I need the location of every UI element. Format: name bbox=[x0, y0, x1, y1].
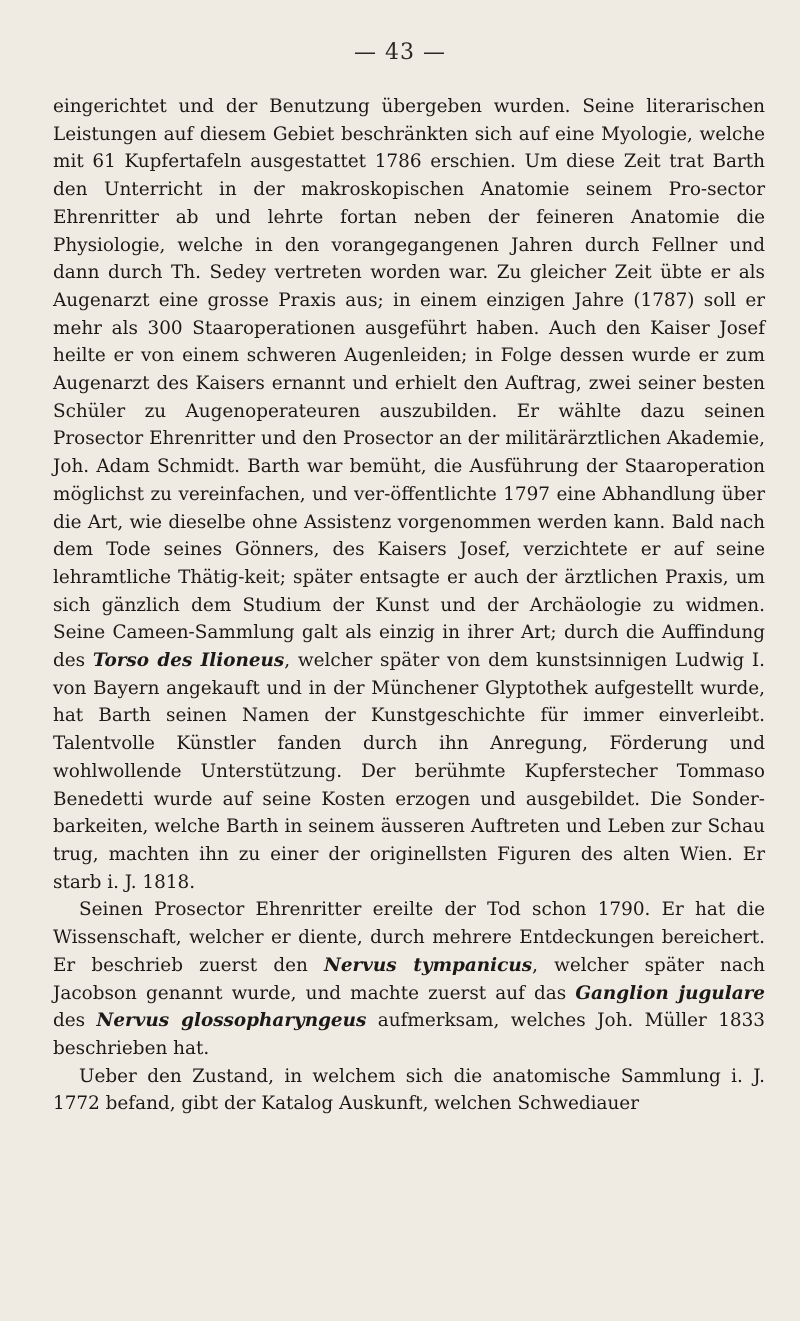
italic-term-nervus-glossopharyngeus: Nervus glossopharyngeus bbox=[96, 1010, 367, 1032]
italic-term-nervus-tympanicus: Nervus tympanicus bbox=[324, 954, 533, 976]
italic-term-ganglion-jugulare: Ganglion jugulare bbox=[575, 982, 765, 1004]
text-segment: aufmerksam, welches Joh. Müller 1833 beschrieben hat. bbox=[53, 1010, 765, 1059]
paragraph-2 bbox=[53, 896, 765, 1062]
text-segment: , welcher später nach Jacobson genannt wurde, und machte zuerst auf das bbox=[53, 954, 765, 1004]
page-number: — 43 — bbox=[354, 40, 446, 65]
text-segment: des bbox=[53, 1010, 97, 1032]
body-text bbox=[53, 93, 765, 1118]
italic-term-torso: Torso des Ilioneus bbox=[92, 650, 285, 672]
text-segment: Ueber den Zustand, in welchem sich die anatomische Sammlung i. J. 1772 befand, gibt der Katalog Auskunft, welchen Schwediauer bbox=[53, 1065, 765, 1115]
paragraph-3 bbox=[53, 1063, 765, 1118]
text-segment: eingerichtet und der Benutzung übergeben wurden. Seine literarischen Leistungen auf diesem Gebiet beschränkten sich auf eine Myologie, welche mit 61 Kupfertafeln ausgestattet 1786 erschien. Um diese Zeit trat Barth den Unterricht in der makroskopischen Anatomie seinem Pro-sector Ehrenritter ab und lehrte fortan neben der feineren Anatomie die Physiologie, welche in den vorangegangenen Jahren durch Fellner und dann durch Th. Sedey vertreten worden war. Zu gleicher Zeit übte er als Augenarzt eine grosse Praxis aus; in einem einzigen Jahre (1787) soll er mehr als 300 Staaroperationen ausgeführt haben. Auch den Kaiser Josef heilte er von einem schweren Augenleiden; in Folge dessen wurde er zum Augenarzt des Kaisers ernannt und erhielt den Auftrag, zwei seiner besten Schüler zu Augenoperateuren auszubilden. Er wählte dazu seinen Prosector Ehrenritter und den Prosector an der militärärztlichen Akademie, Joh. Adam Schmidt. Barth war bemüht, die Ausführung der Staaroperation möglichst zu vereinfachen, und ver-öffentlichte 1797 eine Abhandlung über die Art, wie dieselbe ohne Assistenz vorgenommen werden kann. Bald nach dem Tode seines Gönners, des Kaisers Josef, verzichtete er auf seine lehramtliche Thätig-keit; später entsagte er auch der ärztlichen Praxis, um sich gänzlich dem Studium der Kunst und der Archäologie zu widmen. Seine Cameen-Sammlung galt als einzig in ihrer Art; durch die Auffindung des bbox=[53, 96, 765, 672]
text-segment: Seinen Prosector Ehrenritter ereilte der Tod schon 1790. Er hat die Wissenschaft, welcher er diente, durch mehrere Entdeckungen bereichert. Er beschrieb zuerst den bbox=[53, 899, 765, 976]
paragraph-1 bbox=[53, 93, 765, 896]
text-segment: , welcher später von dem kunstsinnigen Ludwig I. von Bayern angekauft und in der Münchener Glyptothek aufgestellt wurde, hat Barth seinen Namen der Kunstgeschichte für immer einverleibt. Talentvolle Künstler fanden durch ihn Anregung, Förderung und wohlwollende Unterstützung. Der berühmte Kupferstecher Tommaso Benedetti wurde auf seine Kosten erzogen und ausgebildet. Die Sonder-barkeiten, welche Barth in seinem äusseren Auftreten und Leben zur Schau trug, machten ihn zu einer der originellsten Figuren des alten Wien. Er starb i. J. 1818. bbox=[53, 650, 765, 893]
